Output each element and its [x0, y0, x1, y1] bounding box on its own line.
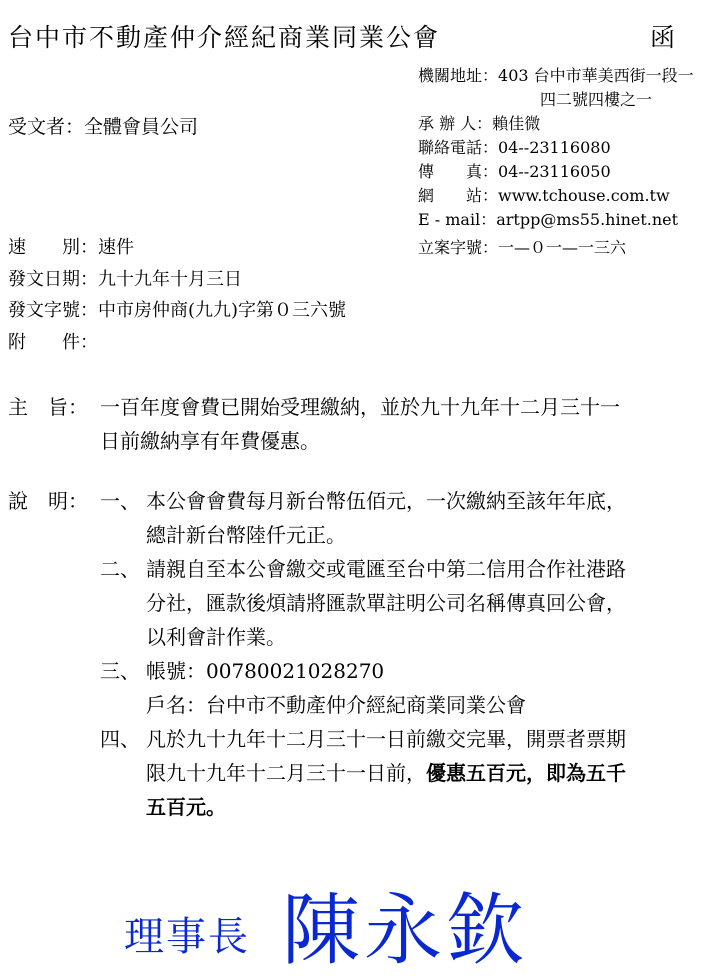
- signature-name: 陳永欽: [282, 886, 529, 976]
- item-1-num: 一、: [100, 489, 140, 513]
- date-value: 九十九年十月三日: [98, 269, 242, 290]
- item-2-line3: 以利會計作業。: [146, 625, 286, 649]
- subject-label: 主 旨：: [8, 395, 88, 419]
- handler-value: 賴佳微: [492, 114, 541, 133]
- account-name-line: 戶名：台中市不動產仲介經紀商業同業公會: [146, 693, 526, 717]
- item-2-line2: 分社，匯款後煩請將匯款單註明公司名稱傳真回公會，: [146, 591, 626, 615]
- phone-value: 04--23116080: [498, 138, 611, 157]
- ref-value: 中市房仲商(九九)字第０三六號: [98, 300, 347, 321]
- speed-row: [8, 233, 134, 259]
- address-line1: 403 台中市華美西街一段一: [498, 66, 694, 85]
- phone-label: 聯絡電話：: [418, 138, 499, 157]
- reg-row: [418, 236, 694, 260]
- subject-line2: 日前繳納享有年費優惠。: [100, 429, 320, 453]
- date-label: 發文日期：: [8, 269, 98, 290]
- fax-row: [418, 160, 694, 184]
- item-4-line3: 五百元。: [146, 795, 226, 819]
- recipient-row: [8, 112, 198, 139]
- document-title: 台中市不動產仲介經紀商業同業公會: [8, 23, 441, 52]
- item-1-line2: 總計新台幣陸仟元正。: [146, 523, 346, 547]
- address-label: 機關地址：: [418, 66, 499, 85]
- explanation-label: 說 明：: [8, 489, 88, 513]
- attachment-label: 附 件：: [8, 332, 98, 353]
- ref-label: 發文字號：: [8, 300, 98, 321]
- web-value: www.tchouse.com.tw: [498, 186, 670, 205]
- email-value: artpp@ms55.hinet.net: [496, 210, 679, 229]
- org-info-block: [418, 64, 694, 260]
- address-row: [418, 64, 694, 88]
- speed-label: 速 別：: [8, 237, 98, 258]
- recipient-label: 受文者：: [8, 116, 85, 138]
- item-4-num: 四、: [100, 727, 140, 751]
- web-label: 網 站：: [418, 186, 499, 205]
- item-2-num: 二、: [100, 557, 140, 581]
- phone-row: [418, 136, 694, 160]
- document-type: 函: [650, 23, 676, 52]
- fax-value: 04--23116050: [498, 162, 611, 181]
- email-row: [418, 208, 694, 232]
- attachment-row: [8, 328, 98, 354]
- item-2-line1: 請親自至本公會繳交或電匯至台中第二信用合作社港路: [146, 557, 626, 581]
- speed-value: 速件: [98, 237, 134, 258]
- item-3-num: 三、: [100, 659, 140, 683]
- handler-label: 承 辦 人：: [418, 114, 493, 133]
- address-line2: 四二號四樓之一: [540, 90, 653, 109]
- date-row: [8, 265, 242, 291]
- handler-row: [418, 112, 694, 136]
- fax-label: 傳 真：: [418, 162, 499, 181]
- email-label: E - mail：: [418, 210, 497, 229]
- signature-title: 理事長: [124, 914, 250, 960]
- recipient-value: 全體會員公司: [84, 116, 199, 138]
- reg-label: 立案字號：: [418, 238, 499, 257]
- web-row: [418, 184, 694, 208]
- item-4-line2: [146, 756, 626, 790]
- item-1-line1: 本公會會費每月新台幣伍佰元，一次繳納至該年年底，: [146, 489, 626, 513]
- subject-line1: 一百年度會費已開始受理繳納，並於九十九年十二月三十一: [100, 395, 620, 419]
- reg-value: 一—０一—一三六: [498, 238, 627, 257]
- ref-row: [8, 296, 346, 322]
- discount-highlight: 優惠五百元，即為五千: [426, 761, 626, 785]
- account-number-line: 帳號：00780021028270: [146, 659, 385, 683]
- item-4-line2-plain: 限九十九年十二月三十一日前，: [146, 761, 426, 785]
- item-4-line1: 凡於九十九年十二月三十一日前繳交完畢，開票者票期: [146, 727, 626, 751]
